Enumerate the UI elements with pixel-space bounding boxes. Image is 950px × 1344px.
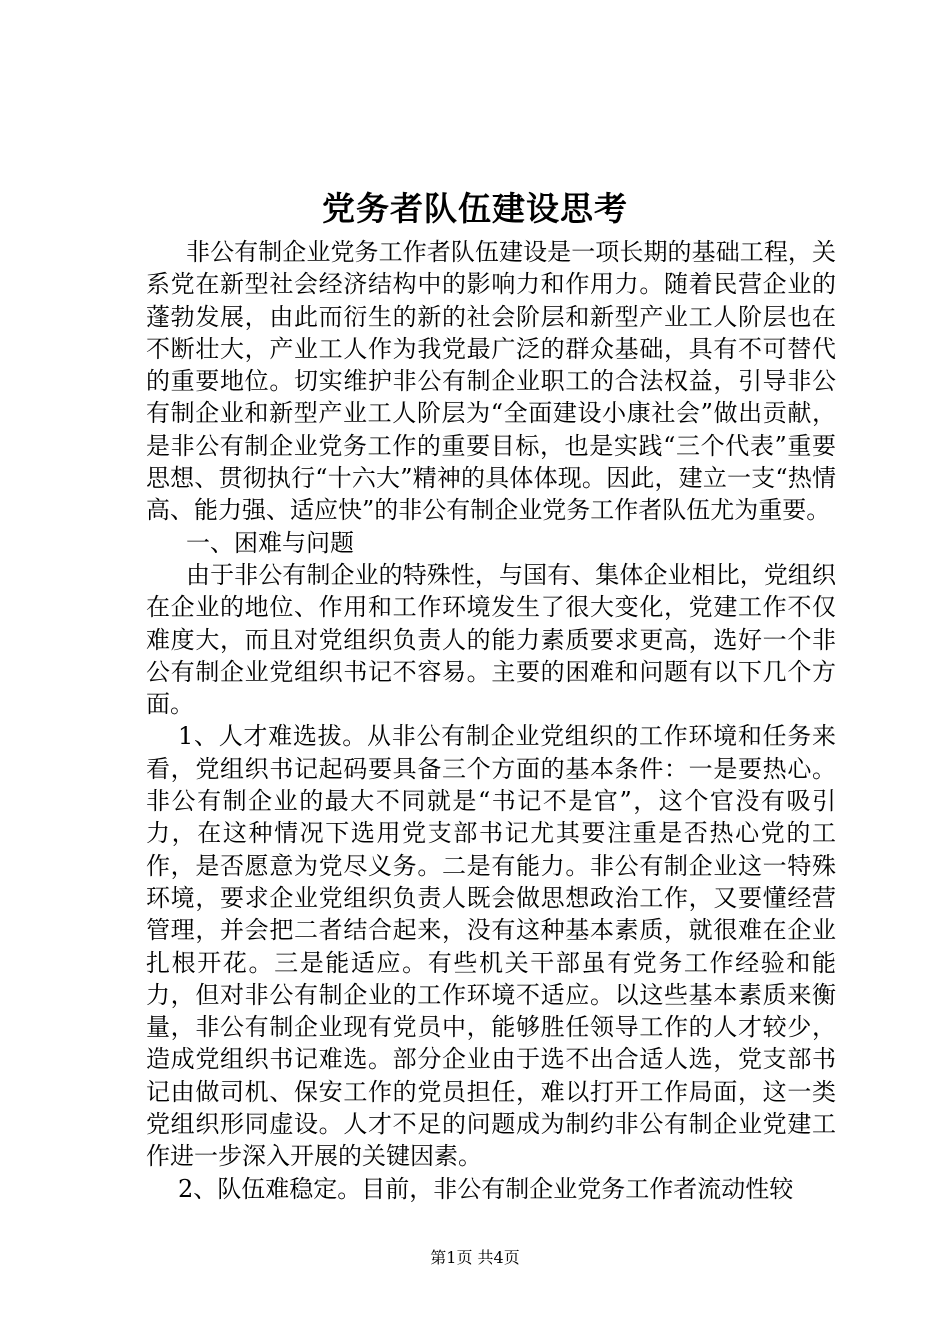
paragraph-difficulties: 由于非公有制企业的特殊性，与国有、集体企业相比，党组织在企业的地位、作用和工作环境发生了很大变化，党建工作不仅难度大，而且对党组织负责人的能力素质要求更高，选好一个非公有制企业党组织书记不容易。主要的困难和问题有以下几个方面。 [146,560,836,719]
paragraph-intro: 非公有制企业党务工作者队伍建设是一项长期的基础工程，关系党在新型社会经济结构中的影响力和作用力。随着民营企业的蓬勃发展，由此而衍生的新的社会阶层和新型产业工人阶层也在不断壮大，产业工人作为我党最广泛的群众基础，具有不可替代的重要地位。切实维护非公有制企业职工的合法权益，引导非公有制企业和新型产业工人阶层为“全面建设小康社会”做出贡献，是非公有制企业党务工作的重要目标，也是实践“三个代表”重要思想、贯彻执行“十六大”精神的具体体现。因此，建立一支“热情高、能力强、适应快”的非公有制企业党务工作者队伍尤为重要。 [146,238,836,525]
section-heading-difficulties: 一、困难与问题 [186,528,354,557]
page-footer: 第1页 共4页 [430,1248,520,1267]
document-body [146,236,836,1205]
document-title: 党务者队伍建设思考 [322,189,628,228]
paragraph-team-stability: 2、队伍难稳定。目前，非公有制企业党务工作者流动性较 [178,1174,794,1203]
paragraph-talent-selection: 1、人才难选拔。从非公有制企业党组织的工作环境和任务来看，党组织书记起码要具备三个方面的基本条件：一是要热心。非公有制企业的最大不同就是“书记不是官”，这个官没有吸引力，在这种情况下选用党支部书记尤其要注重是否热心党的工作，是否愿意为党尽义务。二是有能力。非公有制企业这一特殊环境，要求企业党组织负责人既会做思想政治工作，又要懂经营管理，并会把二者结合起来，没有这种基本素质，就很难在企业扎根开花。三是能适应。有些机关干部虽有党务工作经验和能力，但对非公有制企业的工作环境不适应。以这些基本素质来衡量，非公有制企业现有党员中，能够胜任领导工作的人才较少，造成党组织书记难选。部分企业由于选不出合适人选，党支部书记由做司机、保安工作的党员担任，难以打开工作局面，这一类党组织形同虚设。人才不足的问题成为制约非公有制企业党建工作进一步深入开展的关键因素。 [146,722,836,1171]
